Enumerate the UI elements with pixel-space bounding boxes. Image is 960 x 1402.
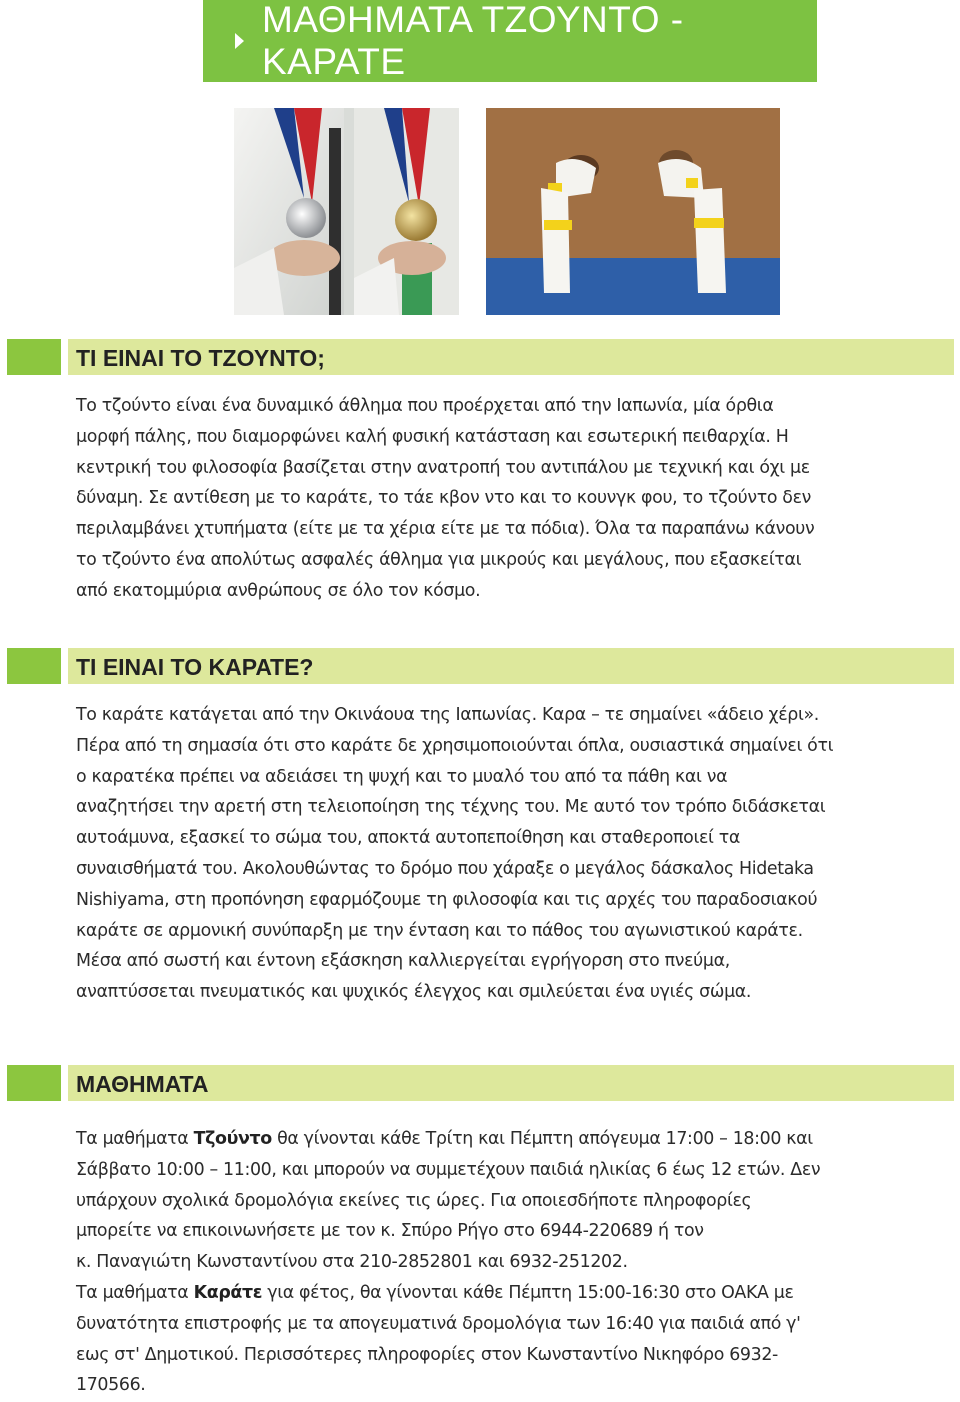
text-line: Το καράτε κατάγεται από την Οκινάουα της Ιαπωνίας. Καρα – τε σημαίνει «άδειο χέρι». bbox=[76, 705, 819, 725]
text-line: κεντρική του φιλοσοφία βασίζεται στην ανατροπή του αντιπάλου με τεχνική και όχι με bbox=[76, 457, 810, 478]
text-line: καράτε σε αρμονική συνύπαρξη με την ένταση και το πάθος του αγωνιστικού καράτε. bbox=[76, 920, 803, 941]
header-square bbox=[7, 648, 61, 684]
text-line: Πέρα από τη σημασία ότι στο καράτε δε χρησιμοποιούνται όπλα, ουσιαστικά σημαίνει ότι bbox=[76, 735, 834, 756]
text-line bbox=[76, 1278, 936, 1309]
text-line: αυτοάμυνα, εξασκεί το σώμα του, αποκτά αυτοπεποίθηση και σταθεροποιεί τα bbox=[76, 828, 740, 849]
heading-what-is-karate: ΤΙ ΕΙΝΑΙ ΤΟ ΚΑΡΑΤΕ? bbox=[76, 654, 314, 680]
text-line: δύναμη. Σε αντίθεση με το καράτε, το τάε κβον ντο και το κουνγκ φου, το τζούντο δεν bbox=[76, 488, 811, 509]
heading-lessons: ΜΑΘΗΜΑΤΑ bbox=[76, 1071, 209, 1097]
title-banner bbox=[203, 0, 817, 82]
text-line: Το τζούντο είναι ένα δυναμικό άθλημα που προέρχεται από την Ιαπωνία, μία όρθια bbox=[76, 396, 774, 416]
text-line: Σάββατο 10:00 – 11:00, και μπορούν να συμμετέχουν παιδιά ηλικίας 6 έως 12 ετών. Δεν bbox=[76, 1159, 821, 1180]
karate-paragraph bbox=[76, 700, 936, 1008]
header-square bbox=[7, 1065, 61, 1101]
text-line: ο καρατέκα πρέπει να αδειάσει τη ψυχή και το μυαλό του από τα πάθη και να bbox=[76, 766, 728, 787]
karate-bold-label: Καράτε bbox=[193, 1282, 263, 1303]
text-line: 170566. bbox=[76, 1375, 146, 1396]
text-run: Τα μαθήματα bbox=[76, 1129, 194, 1149]
medals-photo bbox=[234, 108, 459, 315]
section-header-lessons bbox=[7, 1065, 954, 1101]
judo-bold-label: Τζούντο bbox=[193, 1129, 272, 1149]
text-line: κ. Παναγιώτη Κωνσταντίνου στα 210-2852801 και 6932-251202. bbox=[76, 1252, 628, 1273]
heading-what-is-judo: ΤΙ ΕΙΝΑΙ ΤΟ ΤΖΟΥΝΤΟ; bbox=[76, 345, 325, 371]
text-line: Μέσα από σωστή και έντονη εξάσκηση καλλιεργείται εγρήγορση στο πνεύμα, bbox=[76, 951, 730, 972]
arrow-icon bbox=[235, 33, 244, 49]
text-run: για φέτος, θα γίνονται κάθε Πέμπτη 15:00-16:30 στο ΟΑΚΑ με bbox=[262, 1282, 794, 1303]
header-square bbox=[7, 339, 61, 375]
lessons-paragraph bbox=[76, 1124, 936, 1401]
text-run: Τα μαθήματα bbox=[76, 1282, 194, 1303]
bowing-children-photo bbox=[486, 108, 780, 315]
text-line: αναπτύσσεται πνευματικός και ψυχικός έλεγχος και σμιλεύεται ένα υγιές σώμα. bbox=[76, 982, 752, 1003]
text-line: Nishiyama, στη προπόνηση εφαρμόζουμε τη φιλοσοφία και τις αρχές του παραδοσιακού bbox=[76, 889, 818, 910]
text-run: θα γίνονται κάθε Τρίτη και Πέμπτη απόγευμα 17:00 – 18:00 και bbox=[271, 1129, 813, 1149]
text-line: αναζητήσει την αρετή στη τελειοποίηση της τέχνης του. Με αυτό τον τρόπο διδάσκεται bbox=[76, 797, 826, 818]
text-line: το τζούντο ένα απολύτως ασφαλές άθλημα για μικρούς και μεγάλους, που εξασκείται bbox=[76, 549, 802, 570]
section-header-karate bbox=[7, 648, 954, 684]
text-line: συναισθήματά του. Ακολουθώντας το δρόμο που χάραξε ο μεγάλος δάσκαλος Hidetaka bbox=[76, 858, 814, 879]
text-line: μπορείτε να επικοινωνήσετε με τον κ. Σπύρο Ρήγο στο 6944-220689 ή τον bbox=[76, 1221, 704, 1242]
page-title: ΜΑΘΗΜΑΤΑ ΤΖΟΥΝΤΟ - ΚΑΡΑΤΕ bbox=[262, 0, 684, 82]
judo-paragraph bbox=[76, 391, 936, 607]
text-line bbox=[76, 1124, 936, 1155]
section-header-judo bbox=[7, 339, 954, 375]
text-line: μορφή πάλης, που διαμορφώνει καλή φυσική κατάσταση και εσωτερική πειθαρχία. Η bbox=[76, 426, 789, 447]
text-line: υπάρχουν σχολικά δρομολόγια εκείνες τις ώρες. Για οποιεσδήποτε πληροφορίες bbox=[76, 1190, 752, 1211]
text-line: περιλαμβάνει χτυπήματα (είτε με τα χέρια είτε με τα πόδια). Όλα τα παραπάνω κάνουν bbox=[76, 519, 815, 540]
text-line: δυνατότητα επιστροφής με τα απογευματινά δρομολόγια των 16:40 για παιδιά από γ' bbox=[76, 1313, 801, 1334]
text-line: εως στ' Δημοτικού. Περισσότερες πληροφορίες στον Κωνσταντίνο Νικηφόρο 6932- bbox=[76, 1344, 778, 1365]
text-line: από εκατομμύρια ανθρώπους σε όλο τον κόσμο. bbox=[76, 580, 481, 601]
